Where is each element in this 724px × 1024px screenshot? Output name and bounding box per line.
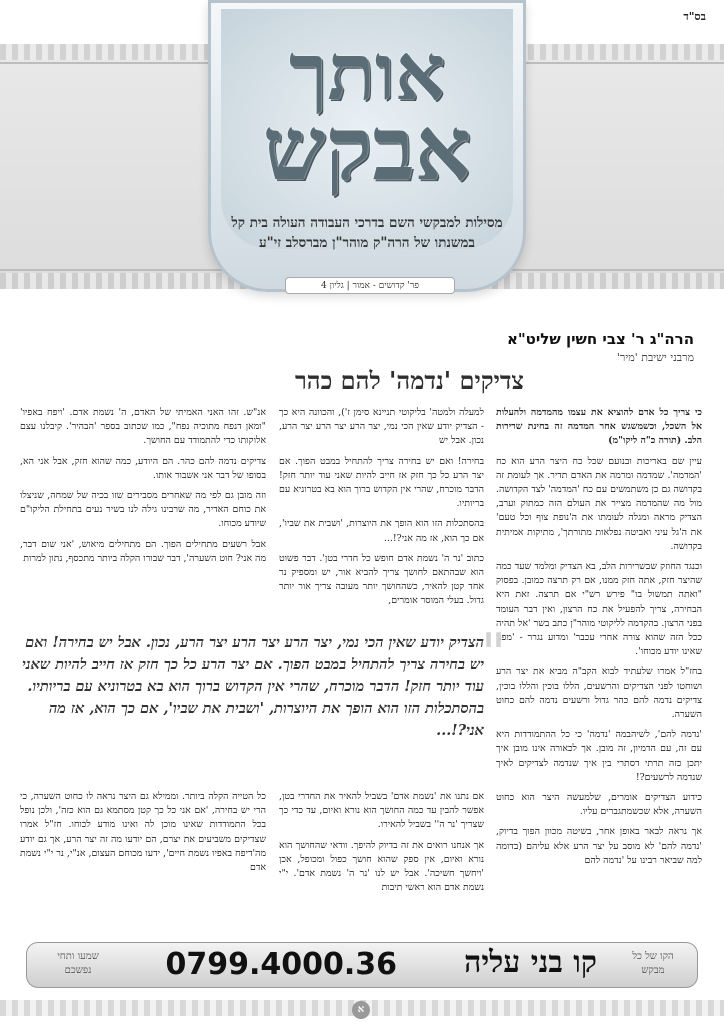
hotline-ad xyxy=(26,942,698,988)
paragraph: בהסתכלות הזו הוא הופך את היוצרות, 'ושבית את שביו', אם כך הוא, אז מה אני?!... xyxy=(279,518,484,544)
paragraph: עיין שם באריכות ובנועם שכל כח היצר הרע הוא כח 'המדמה'. שמדמה ומרמה את האדם תדיר. אך לעומת זה בקדושה גם כן משתמשים עם כח 'המדמה' לצד הקדושה. מול מה שהמדמה מצייר את העולם הזה כמתוק וערב, הצדיק מראה ומגלה לעומתו את ה'נופת צוף וכל טעם' את ה'גל עיני ואביטה נפלאות מתורתך', מתיקות אמיתית בקדושה. xyxy=(496,455,702,552)
paragraph: אם נתנו את 'נשמת אדם' בשביל להאיר את החדרי בטן, אפשר להבין עד כמה החושך הוא נורא ואיום, עד כדי כך שצריך 'נר ה'' בשביל להאירו. xyxy=(279,791,484,831)
paragraph: בחירה! ואם יש בחירה צריך להתחיל במבט הפוך. אם יצר הרע כל כך חזק אז חייב להיות שאני עוד יותר חזק! הדבר מוכרח, שהרי אין הקדוש ברוך הוא בא בטרוניא עם בריותיו. xyxy=(279,455,484,510)
bsd-mark: בס"ד xyxy=(683,10,706,23)
masthead-subtitle-line1: מסילות למבקשי השם בדרכי העבודה העולה בית קל xyxy=(231,215,503,231)
paragraph: וכנגד החוזק שבשרירות הלב, בא הצדיק ומלמד שעד כמה שהיצר חזק, אתה חזק ממנו, אם רק תרצה כמובן. בפסוק "ואתה תמשול בו" פירש רש"י אם תרצה. זאת היא הבחירה, צריך להפעיל את כח הרצון, ואין דבר העומד בפני הרצון. בהקדמה לליקוטי מוהר"ן כתב בשר 'אל תהיה ככל הזה שהוא צורה אחרי עכבר' ומדוע נגרר - 'מפני שאינו יודע מכוחו'. xyxy=(496,561,702,658)
ad-tagline-left: שמעו ותחי נפשכם xyxy=(57,951,99,976)
page-number: א xyxy=(352,1001,370,1019)
paragraph: וזה מובן גם לפי מה שאחרים מסבירים שזו בכיה של שמחה, שניצלו את כוחם האדיר, מה שרבינו גילה לנו בשיר נעים בתחילת הליקו"ם שיודע מכוחו. xyxy=(20,490,266,530)
author-title: מרבני ישיבת 'מיר' xyxy=(616,351,694,364)
masthead-title-line2: אבקש xyxy=(262,96,472,200)
ad-phone-number: 0799.4000.36 xyxy=(165,947,397,982)
issue-label: פר' קדושים - אמור | גליון 4 xyxy=(285,277,455,294)
pull-quote: הצדיק יודע שאין הכי נמי, יצר הרע יצר הרע יצר הרע, נכון. אבל יש בחירה! ואם יש בחירה צריך להתחיל במבט הפוך. אם יצר הרע כל כך חזק אז חייב להיות שאני עוד יותר חזק! הדבר מוכרח, שהרי אין הקדוש ברוך הוא בא בטרוניא עם בריותיו. בהסתכלות הזו הוא הופך את היוצרות, 'ושבית את שביו', אם כך הוא, אז מה אני?!... xyxy=(22,634,484,739)
ad-line-name: קו בני עליה xyxy=(464,945,597,980)
paragraph: כתוב 'נר ה' נשמת אדם חופש כל חדרי בטן'. דבר פשוט הוא שבהתאם לחושך צריך להביא אור, יש ומספיק נר אחד קטן להאיר, כשהחושך יותר מעובה צריך אור יותר גדול. בעלי המוסר אומרים, xyxy=(279,552,484,607)
lead-paragraph: כי צריך כל אדם להוציא את עצמו מהמדמה ולהעלות אל השכל, וכשמשגש אחר המדמה זה בחינת שרירות הלב. (תורה כ"ה ליקו"מ) xyxy=(496,407,702,447)
article-headline: צדיקים 'נדמה' להם כהר xyxy=(295,366,524,395)
paragraph: כל הטייה הקלה ביותר. וממילא גם היצר נראה לו כחוט השערה, כי הרי יש בחירה, 'אם אני כל כך קטן מסתמא גם הוא כזה', ולכן נופל בכל התמודדות שאינו מוכן לה ואינו מודע לכוחו. חז"ל אמרו שצדיקים משביעים את יצרם, הם יודעו מה זה יצר הרע, אך גם יודע מה'דיפח באפיו נשמת חיים', ידעו מכוחם העצום, אנ"י, נר י"י נשמת אדם xyxy=(20,791,266,874)
paragraph: למעלה ולמטה' בליקוטי תניינא סימן ז'), והכוונה היא כך - הצדיק יודע שאין הכי נמי, יצר הרע יצר הרע יצר הרע, נכון. אבל יש xyxy=(279,407,484,447)
paragraph: צדיקים נדמה להם כהר. הם היודע, כמה שהוא חזק, אבל אני הא, בסופו של דבר אני אשבור אותו. xyxy=(20,455,266,481)
masthead-subtitle-line2: במשנתו של הרה"ק מוהר"ן מברסלב זי"ע xyxy=(259,235,475,251)
paragraph: בחז"ל אמרו שלעתיד לבוא הקב"ה מביא את יצר הרע ושוחטו לפני הצדיקים והרשעים, הללו בוכין והללו בוכין, צדיקים נדמה להם כהר גדול ורשעים נדמה להם כחוט השערה. xyxy=(496,666,702,721)
paragraph: 'נדמה להם', לשיהבמה 'נדמה' כי כל ההתמודדות היא עם זה, עם הדמיון, זה מובן. אך לכאורה אינו מובן איך יתכן כזה תרתי דסתרי בין איך שנדמה לצדיקים לאיך שנדמה לרשעים?! xyxy=(496,729,702,783)
paragraph: אך אנחנו רואים את זה בדיוק להיפך. וודאי שהחושך הוא נורא ואיום, אין ספק שהוא חושך כפול ומכופל, אכן 'ויחשך חשיכה'. אבל יש לנו 'נר ה' נשמת אדם'. י"י נשמת אדם הוא ראשי תיבות xyxy=(279,839,484,894)
paragraph: כידוע הצדיקים אומרים, שלמעשה היצר הוא כחוט השערה, אלא שכשמתגברים עליו. xyxy=(496,792,702,818)
ad-tagline-right: הקו של כל מבקש xyxy=(632,951,674,976)
paragraph: אך נראה לבאר באופן אחר, בשיטה מכוון הפוך בדיוק, 'נדמה להם' לא מוסב על יצר הרע אלא עליהם (בדומה למה שביאר רבינו על 'נדמה להם xyxy=(496,826,702,866)
paragraph: אנ"ש. זהו האני האמיתי של האדם, ה' נשמת אדם. 'ויפח באפיו' "ומאן דנפח מתוכיה נפח", כמו שכתוב בספר 'הבהיר'. קיבלנו עצם אלוקותו כדי להתמודד עם החושך. xyxy=(20,407,266,447)
column-left-bottom xyxy=(20,790,266,930)
column-left xyxy=(20,406,266,626)
author-block xyxy=(507,330,694,364)
paragraph: אבל רשעים מתחילים הפוך. הם מתחילים מיאוש, 'אני שום דבר, מה אני? חוט השערה', דבר שבורו הקלה ביותר מתכסף, נתון למרות xyxy=(20,538,266,564)
author-name: הרה"ג ר' צבי חשין שליט"א xyxy=(506,330,694,348)
column-right xyxy=(496,406,702,866)
masthead-title-line1: אותך xyxy=(289,27,445,118)
column-middle xyxy=(279,406,484,626)
quote-mark-icon: " xyxy=(481,622,506,685)
masthead-shield xyxy=(208,0,526,292)
column-middle-bottom xyxy=(279,790,484,930)
